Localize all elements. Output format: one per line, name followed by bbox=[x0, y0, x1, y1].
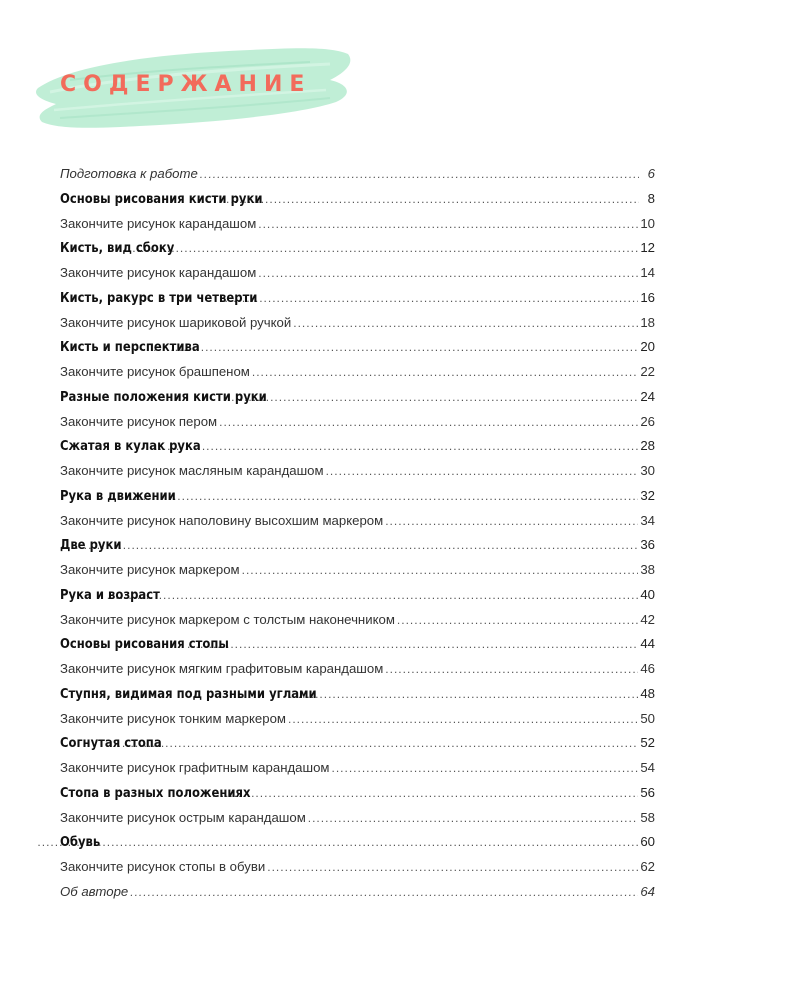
toc-exercise-item bbox=[60, 513, 655, 538]
toc-leader-dots bbox=[267, 860, 638, 874]
toc-exercise-item bbox=[60, 265, 655, 290]
toc-leader-dots bbox=[308, 811, 639, 825]
toc-entry-label: Закончите рисунок маркером bbox=[60, 562, 240, 577]
toc-exercise-item bbox=[60, 661, 655, 686]
toc-page-number: 24 bbox=[640, 388, 655, 404]
toc-page-number: 28 bbox=[640, 438, 655, 454]
toc-section-heading bbox=[60, 488, 655, 513]
toc-page-number: 34 bbox=[640, 512, 655, 528]
toc-section-heading bbox=[60, 191, 655, 216]
toc-entry-label: Кисть и перспектива bbox=[60, 339, 200, 356]
toc-entry-label: Основы рисования кисти руки bbox=[60, 190, 263, 207]
toc-page-number: 44 bbox=[640, 636, 655, 652]
toc-section-heading bbox=[60, 834, 655, 859]
page-title: СОДЕРЖАНИЕ bbox=[60, 72, 312, 97]
header bbox=[30, 40, 360, 135]
toc-entry-label: Кисть, вид сбоку bbox=[60, 240, 175, 257]
toc-entry-label: Закончите рисунок острым карандашом bbox=[60, 809, 306, 825]
toc-entry-label: Разные положения кисти руки bbox=[60, 388, 267, 405]
toc-exercise-item bbox=[60, 810, 655, 835]
toc-exercise-item bbox=[60, 463, 655, 488]
toc-entry-label: Основы рисования стопы bbox=[60, 636, 229, 653]
toc-entry-label: Закончите рисунок карандашом bbox=[60, 215, 257, 231]
toc-entry-label: Рука в движении bbox=[60, 487, 176, 504]
toc-leader-dots bbox=[130, 885, 638, 899]
toc-section-heading bbox=[60, 735, 655, 760]
toc-entry-label: Закончите рисунок шариковой ручкой bbox=[60, 314, 292, 330]
toc-leader-dots bbox=[212, 786, 638, 800]
toc-page-number: 38 bbox=[640, 562, 655, 577]
toc-page-number: 30 bbox=[640, 463, 655, 478]
toc-page-number: 46 bbox=[640, 661, 655, 676]
toc-leader-dots bbox=[154, 439, 638, 453]
toc-entry-label: Закончите рисунок маркером с толстым наконечником bbox=[60, 611, 395, 627]
toc-page-number: 58 bbox=[640, 809, 655, 825]
toc-section-heading bbox=[60, 389, 655, 414]
toc-leader-dots bbox=[226, 192, 639, 206]
toc-page-number: 50 bbox=[640, 710, 655, 726]
toc-exercise-item bbox=[60, 414, 655, 439]
toc-page-number: 26 bbox=[640, 413, 655, 429]
toc-entry-label: Закончите рисунок карандашом bbox=[60, 265, 257, 280]
toc-exercise-item bbox=[60, 760, 655, 785]
toc-page-number: 20 bbox=[640, 339, 655, 355]
toc-entry-label: Закончите рисунок брашпеном bbox=[60, 364, 250, 379]
toc-leader-dots bbox=[242, 563, 639, 577]
toc-section-heading bbox=[60, 587, 655, 612]
toc-leader-dots bbox=[258, 217, 638, 231]
toc-exercise-item bbox=[60, 364, 655, 389]
toc-section-heading bbox=[60, 438, 655, 463]
toc-leader-dots bbox=[219, 415, 638, 429]
toc-page-number: 42 bbox=[640, 611, 655, 627]
toc-entry-label: Ступня, видимая под разными углами bbox=[60, 685, 317, 702]
toc-leader-dots bbox=[385, 514, 638, 528]
toc-leader-dots bbox=[125, 489, 638, 503]
toc-exercise-item bbox=[60, 612, 655, 637]
toc-section-heading bbox=[60, 339, 655, 364]
toc-entry-label: Закончите рисунок наполовину высохшим маркером bbox=[60, 512, 384, 528]
toc-section-heading bbox=[60, 686, 655, 711]
toc-page-number: 60 bbox=[640, 834, 655, 850]
toc-page-number: 54 bbox=[640, 760, 655, 775]
toc-exercise-item bbox=[60, 315, 655, 340]
toc-leader-dots bbox=[385, 662, 638, 676]
toc-page-number: 36 bbox=[640, 537, 655, 553]
toc-section-heading bbox=[60, 785, 655, 810]
toc-page-number: 6 bbox=[647, 166, 655, 181]
toc-leader-dots bbox=[153, 340, 638, 354]
toc-leader-dots bbox=[252, 365, 638, 379]
toc-exercise-item bbox=[60, 562, 655, 587]
toc-entry-label: Закончите рисунок стопы в обуви bbox=[60, 859, 266, 874]
toc-leader-dots bbox=[293, 316, 638, 330]
toc-leader-dots bbox=[397, 613, 638, 627]
toc-leader-dots bbox=[231, 390, 638, 404]
toc-exercise-item bbox=[60, 859, 655, 884]
toc-entry-label: Подготовка к работе bbox=[60, 166, 198, 181]
toc-page-number: 40 bbox=[640, 586, 655, 602]
toc-page-number: 48 bbox=[640, 685, 655, 701]
toc-leader-dots bbox=[289, 687, 638, 701]
toc-entry-label: Обувь bbox=[60, 834, 101, 851]
toc-section-heading bbox=[60, 290, 655, 315]
toc-page-number: 12 bbox=[640, 240, 655, 256]
toc-entry-label: Закончите рисунок тонким маркером bbox=[60, 710, 286, 726]
toc-entry-label: Стопа в разных положениях bbox=[60, 784, 251, 801]
toc-leader-dots bbox=[288, 712, 638, 726]
toc-exercise-item bbox=[60, 711, 655, 736]
toc-entry-label: Рука и возраст bbox=[60, 586, 160, 603]
toc-leader-dots bbox=[258, 266, 638, 280]
toc-leader-dots bbox=[124, 241, 639, 255]
toc-exercise-item bbox=[60, 216, 655, 241]
toc-page-number: 14 bbox=[640, 265, 655, 280]
toc-entry-label: Сжатая в кулак рука bbox=[60, 438, 201, 455]
toc-entry-label: Закончите рисунок мягким графитовым карандашом bbox=[60, 661, 384, 676]
toc-page-number: 10 bbox=[640, 215, 655, 231]
toc-leader-dots bbox=[220, 291, 638, 305]
table-of-contents bbox=[60, 166, 655, 909]
toc-page-number: 18 bbox=[640, 314, 655, 330]
toc-leader-dots bbox=[200, 167, 639, 181]
toc-page-number: 32 bbox=[640, 487, 655, 503]
toc-leader-dots bbox=[326, 464, 639, 478]
toc-page-number: 64 bbox=[640, 883, 655, 899]
toc-page-number: 56 bbox=[640, 784, 655, 800]
toc-leader-dots bbox=[109, 736, 639, 750]
toc-entry-label: Две руки bbox=[60, 537, 122, 554]
toc-section-heading bbox=[60, 240, 655, 265]
toc-leader-dots bbox=[107, 588, 639, 602]
toc-entry-label: Закончите рисунок графитным карандашом bbox=[60, 760, 330, 775]
toc-entry-label: Согнутая стопа bbox=[60, 735, 162, 752]
toc-leader-dots bbox=[62, 538, 638, 552]
toc-page-number: 52 bbox=[640, 735, 655, 751]
toc-page-number: 62 bbox=[640, 859, 655, 874]
toc-leader-dots bbox=[187, 637, 638, 651]
toc-front-matter-item bbox=[60, 884, 655, 909]
toc-entry-label: Закончите рисунок масляным карандашом bbox=[60, 463, 324, 478]
toc-page-number: 16 bbox=[640, 289, 655, 305]
toc-section-heading bbox=[60, 636, 655, 661]
toc-page-number: 8 bbox=[647, 190, 655, 206]
toc-section-heading bbox=[60, 537, 655, 562]
toc-front-matter-item bbox=[60, 166, 655, 191]
toc-leader-dots bbox=[37, 835, 638, 849]
toc-leader-dots bbox=[331, 761, 638, 775]
toc-page-number: 22 bbox=[640, 364, 655, 379]
toc-entry-label: Об авторе bbox=[60, 883, 129, 899]
toc-entry-label: Кисть, ракурс в три четверти bbox=[60, 289, 258, 306]
toc-entry-label: Закончите рисунок пером bbox=[60, 413, 218, 429]
